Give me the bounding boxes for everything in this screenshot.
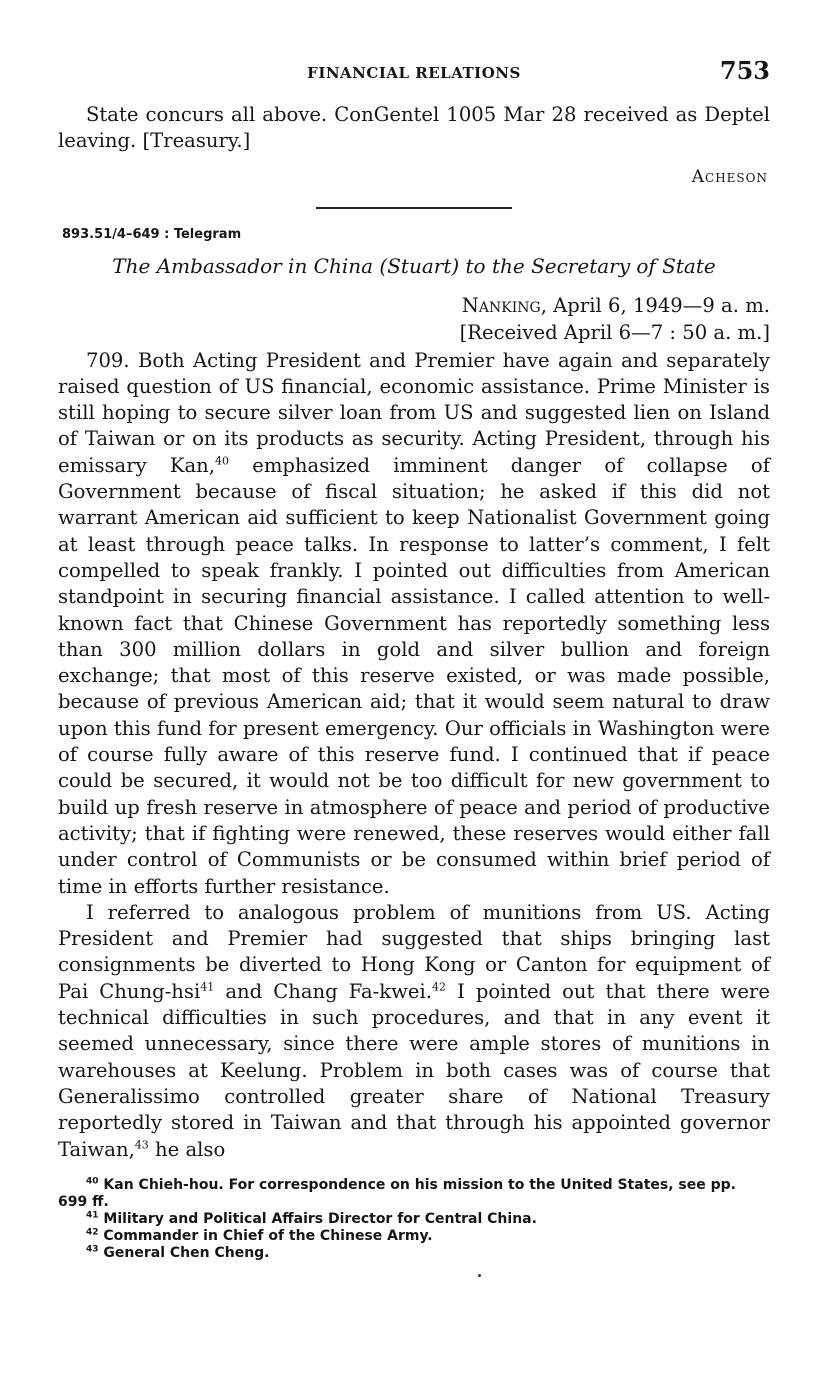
footnote-text-40: Kan Chieh-hou. For correspondence on his mission to the United States, see pp. 699 ff. [58,1176,736,1210]
footnote-42 [58,1228,770,1245]
paragraph-2-text-d: he also [148,1137,226,1161]
footnote-mark-41: 41 [86,1210,99,1221]
footnote-40 [58,1177,770,1211]
footnote-mark-43: 43 [86,1244,99,1255]
running-header [58,52,770,88]
signature: Acheson [691,166,768,187]
document-page [58,52,770,1262]
dateline-sent [58,292,770,319]
footnote-mark-42: 42 [86,1227,99,1238]
footnote-text-42: Commander in Chief of the Chinese Army. [103,1227,433,1244]
previous-document-closing: State concurs all above. ConGentel 1005 Mar 28 received as Deptel leaving. [Treasury.] [58,103,770,153]
dateline [58,292,770,346]
footnote-mark-40: 40 [86,1176,99,1187]
dateline-place: Nanking, [461,293,547,317]
section-divider [316,207,512,209]
paragraph-1-text-b: emphasized imminent danger of collapse of Government because of fiscal situation; he asked if this did not warrant American aid sufficient to keep Nationalist Government going at least through peace talks. In response to latter’s comment, I felt compelled to speak frankly. I pointed out difficulties from American standpoint in securing financial assistance. I called attention to well-known fact that Chinese Government has reportedly something less than 300 million dollars in gold and silver bullion and foreign exchange; that most of this reserve existed, or was made possible, because of previous American aid; that it would seem natural to draw upon this fund for present emergency. Our officials in Washington were of course fully aware of this reserve fund. I continued that if peace could be secured, it would not be too difficult for new government to build up fresh reserve in atmosphere of peace and period of productive activity; that if fighting were renewed, these reserves would either fall under control of Communists or be consumed within brief period of time in efforts further resistance. [58,453,770,898]
footnote-text-41: Military and Political Affairs Director for Central China. [103,1210,537,1227]
running-title: FINANCIAL RELATIONS [307,64,521,82]
footnote-text-43: General Chen Cheng. [103,1244,270,1261]
footnotes [58,1177,770,1262]
footnote-ref-40: 40 [215,454,230,468]
footnote-ref-43: 43 [134,1137,149,1151]
dateline-date: April 6, 1949—9 a. m. [553,293,770,317]
footnote-41 [58,1211,770,1228]
footnote-ref-42: 42 [432,980,447,994]
paragraph-2-text-b: and Chang Fa-kwei. [214,979,433,1003]
paragraph-1 [58,348,770,900]
document-title: The Ambassador in China (Stuart) to the Secretary of State [112,253,716,278]
stray-mark [478,1274,481,1277]
dateline-received: [Received April 6—7 : 50 a. m.] [459,320,770,344]
paragraph-2-text-c: I pointed out that there were technical difficulties in such procedures, and that in any event it seemed unnecessary, since there were ample stores of munitions in warehouses at Keelung. Problem in both cases was of course that Generalissimo controlled greater share of National Treasury reportedly stored in Taiwan and that through his appointed governor Taiwan, [58,979,770,1161]
paragraph-2-text-a: I referred to analogous problem of munitions from US. Acting President and Premier had suggested that ships bringing last consignments be diverted to Hong Kong or Canton for equipment of Pai Chung-hsi [58,900,770,1003]
paragraph-2 [58,900,770,1163]
file-number: 893.51/4–649 : Telegram [62,226,242,242]
page-number: 753 [719,56,770,85]
footnote-43 [58,1245,770,1262]
paragraph-1-text-a: 709. Both Acting President and Premier have again and separately raised question of US financial, economic assistance. Prime Minister is still hoping to secure silver loan from US and suggested lien on Island of Taiwan or on its products as security. Acting President, through his emissary Kan, [58,348,770,477]
footnote-ref-41: 41 [200,980,215,994]
